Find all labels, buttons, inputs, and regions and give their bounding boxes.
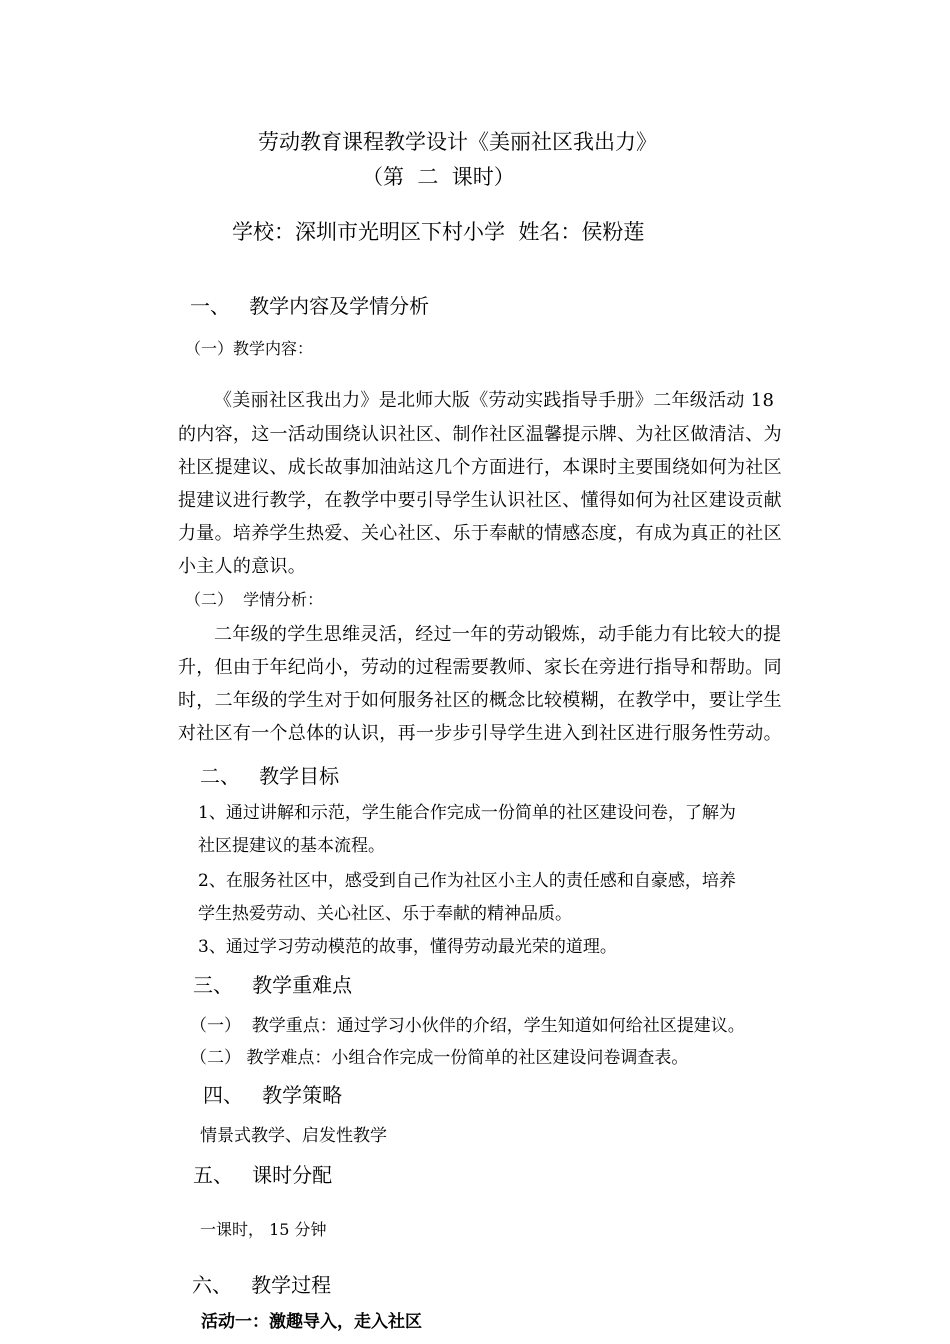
lesson-number: （第 二 课时）	[362, 165, 515, 189]
school-author-line: 学校：深圳市光明区下村小学 姓名：侯粉莲	[232, 220, 645, 244]
goal-line: 2、在服务社区中，感受到自己作为社区小主人的责任感和自豪感，培养	[198, 871, 736, 891]
paragraph-line: 《美丽社区我出力》是北师大版《劳动实践指导手册》二年级活动 18	[214, 390, 775, 411]
paragraph-line: 的内容，这一活动围绕认识社区、制作社区温馨提示牌、为社区做清洁、为	[178, 424, 782, 445]
section-heading-4: 四、 教学策略	[203, 1083, 343, 1107]
section-heading-6: 六、 教学过程	[192, 1273, 332, 1297]
paragraph-line: 小主人的意识。	[178, 556, 307, 577]
paragraph-line: 对社区有一个总体的认识，再一步步引导学生进入到社区进行服务性劳动。	[178, 723, 782, 744]
paragraph-line: 二年级的学生思维灵活，经过一年的劳动锻炼，动手能力有比较大的提	[214, 624, 782, 645]
section-heading-5: 五、 课时分配	[193, 1163, 333, 1187]
strategy-text: 情景式教学、启发性教学	[200, 1126, 387, 1146]
key-point: （一） 教学重点：通过学习小伙伴的介绍，学生知道如何给社区提建议。	[190, 1016, 745, 1036]
subheading-analysis: （二） 学情分析：	[185, 590, 324, 609]
document-title: 劳动教育课程教学设计《美丽社区我出力》	[258, 130, 657, 154]
paragraph-line: 时，二年级的学生对于如何服务社区的概念比较模糊，在教学中，要让学生	[178, 690, 782, 711]
section-heading-2: 二、 教学目标	[200, 764, 340, 788]
goal-line: 3、通过学习劳动模范的故事，懂得劳动最光荣的道理。	[198, 937, 617, 957]
section-heading-1: 一、 教学内容及学情分析	[190, 294, 430, 318]
goal-line: 1、通过讲解和示范，学生能合作完成一份简单的社区建设问卷，了解为	[198, 803, 736, 823]
activity-1-heading: 活动一：激趣导入，走入社区	[201, 1312, 422, 1332]
paragraph-line: 社区提建议、成长故事加油站这几个方面进行，本课时主要围绕如何为社区	[178, 457, 782, 478]
time-allocation-text: 一课时， 15 分钟	[200, 1220, 327, 1239]
subheading-content: （一）教学内容：	[185, 339, 314, 358]
section-heading-3: 三、 教学重难点	[193, 973, 353, 997]
paragraph-line: 力量。培养学生热爱、关心社区、乐于奉献的情感态度，有成为真正的社区	[178, 523, 782, 544]
paragraph-line: 提建议进行教学，在教学中要引导学生认识社区、懂得如何为社区建设贡献	[178, 490, 782, 511]
paragraph-line: 升，但由于年纪尚小，劳动的过程需要教师、家长在旁进行指导和帮助。同	[178, 657, 782, 678]
goal-line: 学生热爱劳动、关心社区、乐于奉献的精神品质。	[198, 904, 572, 924]
goal-line: 社区提建议的基本流程。	[198, 836, 385, 856]
difficult-point: （二） 教学难点：小组合作完成一份简单的社区建设问卷调查表。	[190, 1048, 689, 1068]
